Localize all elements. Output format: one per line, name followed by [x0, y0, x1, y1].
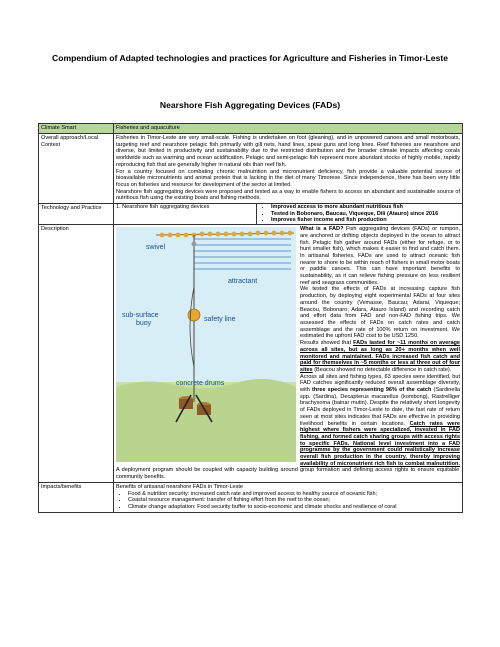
impacts-bullet: • Climate change adaptation: Food security buffer to socio-economic and climate shocks and resilience of coral: [128, 504, 460, 511]
table-header-row: [39, 124, 463, 134]
tech-item: 1. Nearshore fish aggregating devices: [116, 204, 210, 211]
impacts-label: Impacts/benefits: [39, 482, 114, 512]
description-row: [39, 225, 463, 483]
safety-line-label: safety line: [204, 316, 236, 324]
description-paragraph: (Beacou showed no detectable difference in catch rate).: [312, 366, 452, 373]
tech-bullet: • Improves fisher income and fish production: [271, 217, 462, 224]
description-text: [114, 225, 463, 483]
seabed-texture: [116, 379, 296, 462]
description-paragraph: Fish aggregating devices (FADs) or rumpon, are anchored or drifting objects deployed in the ocean to attract fish. Pelagic fish gather around FADs (either for refuge, or to hunt smaller fish), which makes it easier to find and catch them. In artisanal fisheries, FADs are used to attract oceanic fish nearer to shore to be within reach of fishers in small motor boats or paddle canoes. This can have important benefits to sustainability, as it can relieve fishing pressure on less resilient reef and seagrass communities.: [300, 226, 461, 286]
compendium-table: [38, 123, 463, 513]
description-paragraph: Results showed that: [300, 340, 354, 347]
description-paragraph: Across all sites and fishing types, 63 species were identified, but FAD catches significantly reduced overall assemblage diversity, with: [300, 373, 460, 394]
fad-heading: What is a FAD?: [300, 226, 344, 233]
context-text: [114, 134, 463, 204]
buoy-label-line2: buoy: [136, 320, 152, 328]
tech-row: [39, 204, 463, 225]
description-paragraph: (Sardinella spp. (Sardina), Decapterus macarellus (kombong), Rastrelliger brachysoma (bainar mutin). Despite the relatively short longevity of FADs deployed in Timor-Leste to date, the fast rate of return seen at most sites indicates that FADs are effective in providing livelihood benefits in certain locations.: [300, 387, 460, 427]
description-label: Description: [39, 225, 114, 483]
swivel-icon: [192, 242, 197, 247]
context-paragraph: Fisheries in Timor-Leste are very small-scale. Fishing is undertaken on foot (gleaning), and in unpowered canoes and small motorboats, targeting reef and nearshore pelagic fish primarily with gill nets, hand lines, spear guns and long lines. Reef fisheries are nearshore and diverse, but limited in productivity and sustainability due to the restricted distribution and the broader climate impacts affecting corals worldwide such as warming and ocean acidification. Pelagic and semi-pelagic fish represent more abundant stocks of highly mobile, rapidly reproducing fish that are generally higher in natural oils than reef fish.: [116, 135, 460, 168]
impacts-intro: Benefits of artisanal nearshore FADs in Timor-Leste: [116, 483, 244, 490]
attractant-label: attractant: [228, 278, 258, 286]
tech-cell: [114, 204, 463, 225]
context-row: [39, 134, 463, 204]
results-highlight: FADs lasted for ~11 months on average across all sites, but as long as 20+ months when well monitored and maintained. FADs increased fish catch and paid for themselves in ~5 months or less at three out of four sites: [300, 340, 461, 373]
context-label: Overall approach/Local Context: [39, 134, 114, 204]
context-paragraph: Nearshore fish aggregating devices were proposed and tested as a way to enable fishers to access an abundant and sustainable source of nutritious fish using the existing boats and fishing methods.: [116, 188, 460, 202]
tech-bullet: • Improved access to more abundant nutritious fish: [271, 204, 462, 211]
tech-label: Technology and Practice: [39, 204, 114, 225]
drums-label: concrete drums: [176, 380, 225, 388]
water-area: [116, 227, 296, 382]
impacts-row: [39, 482, 463, 512]
document-subtitle: Nearshore Fish Aggregating Devices (FADs): [159, 100, 341, 110]
buoy-label-line1: sub-surface: [122, 312, 159, 320]
tech-bullet: • Tested in Bobonaro, Baucau, Viqueque, Dili (Atauro) since 2016: [271, 211, 462, 218]
fad-diagram: [116, 227, 296, 462]
impacts-bullet: • Food & nutrition security: increased catch rate and improved access to healthy source of oceanic fish;: [128, 491, 460, 498]
description-paragraph: A deployment program should be coupled with capacity building around group formation and defining access rights to ensure equitable community benefits.: [116, 467, 460, 481]
description-paragraph: We tested the effects of FADs at increasing capture fish production, by deploying eight experimental FADs at four sites around the country (Vemasse, Baucau; Adarai, Viqueque; Beacou, Bobonaro; Adara, Atauro Island) and recording catch and effort data from FAD and non-FAD fishing trips. We assessed the effects of FADs on catch rates and catch assemblage and the rate of 100% return on investment. We estimated the upfront FAD cost to be USD 1250.: [300, 286, 460, 340]
context-paragraph: For a country focused on combating chronic malnutrition and micronutrient deficiency, fish provide a valuable potential source of bioavailable micronutrients and animal protein that is lacking in the diet of many Timorese. Since independence, there has been very little focus on fisheries and resource for development of the sector at limited.: [116, 168, 460, 188]
header-value: Fisheries and aquaculture: [114, 124, 463, 134]
header-label: Climate Smart: [39, 124, 114, 134]
policy-highlight: Catch rates were highest where fishers were specialized, invested in FAD fishing, and formed catch sharing groups with access rights to specific FADs. National level investment into a FAD programme by the government could realistically increase overall fish production in the country, thereby improving availability of micronutrient rich fish to combat malnutrition.: [300, 420, 460, 467]
swivel-label: swivel: [146, 244, 166, 252]
impacts-bullet: • Coastal resource management: transfer of fishing effort from the reef to the ocean;: [128, 497, 460, 504]
document-title: Compendium of Adapted technologies and practices for Agriculture and Fisheries in Timor-Leste: [51, 53, 448, 63]
tech-benefits: [256, 204, 462, 224]
impacts-text: [114, 482, 463, 512]
species-highlight: three species representing 96% of the catch: [311, 387, 432, 394]
